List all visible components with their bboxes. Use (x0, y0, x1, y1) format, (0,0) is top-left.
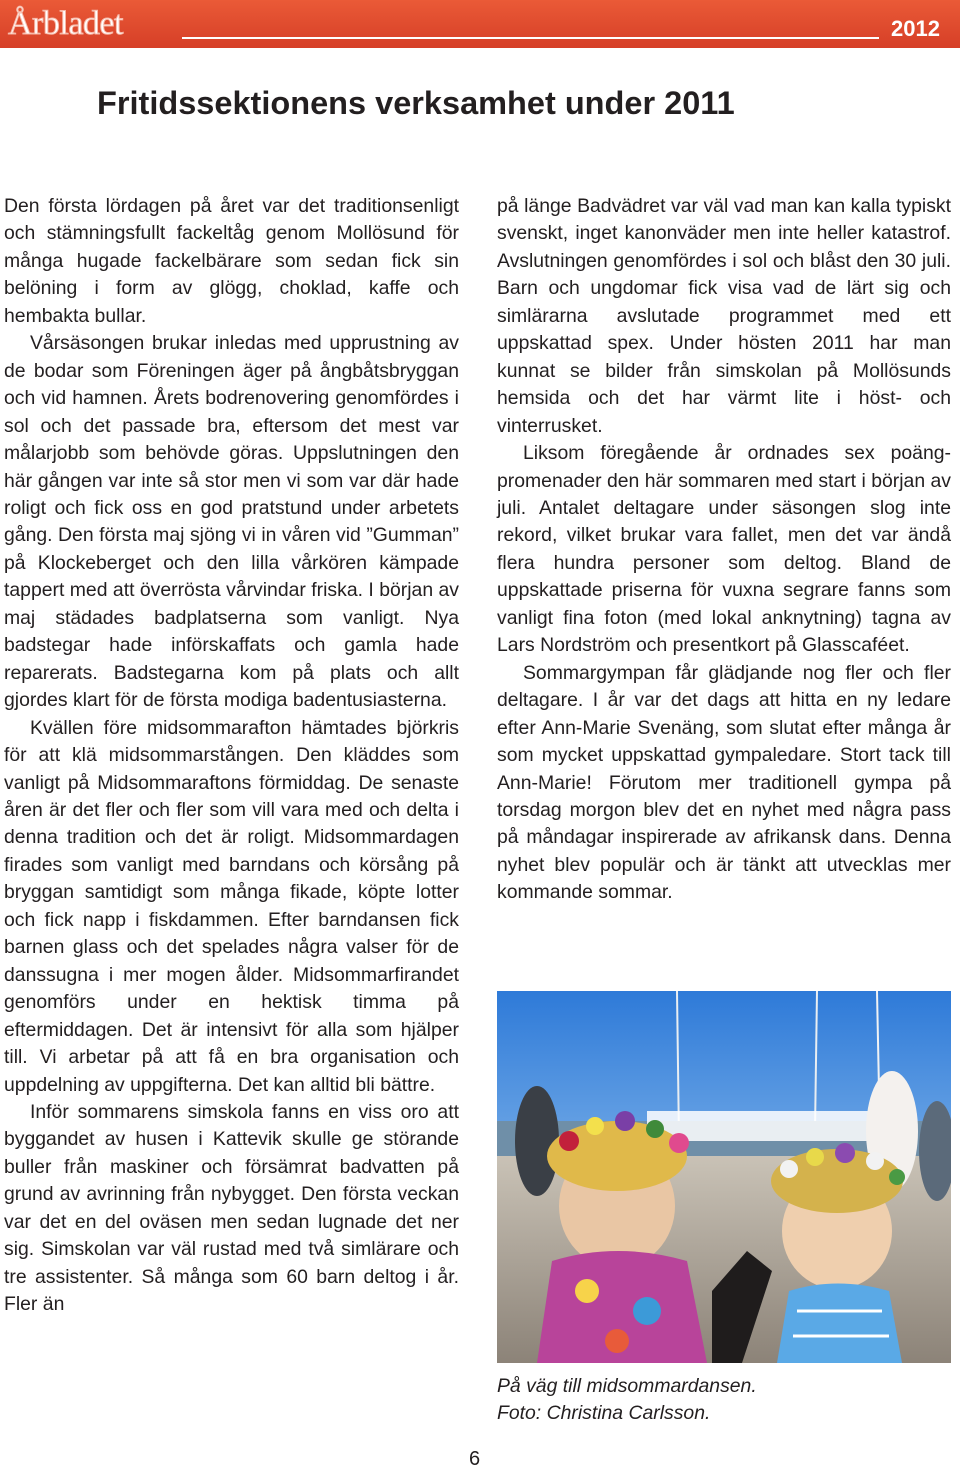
paragraph: Liksom föregående år ordnades sex poängpromenader den här sommaren med start i början av juli. Antalet deltagare under säsongen slog inte rekord, vilket brukar vara fallet, men det var ändå flera hundra personer som deltog. Bland de uppskattade priserna för vuxna segrare fanns som vanligt fina foton (med lokal anknytning) tagna av Lars Nordström och presentkort på Glasscaféet. (497, 442, 951, 657)
photo-caption (497, 1373, 757, 1427)
masthead-title: Årbladet (8, 5, 123, 42)
paragraph: Inför sommarens simskola fanns en viss oro att byggandet av husen i Kattevik skulle ge störande buller från maskiner och försämrat badvatten på grund av avrinning från nybygget. Den första veckan var det en del oväsen men sedan lugnade det ner sig. Simskolan var väl rustad med två simlärare och tre assistenter. Så många som 60 barn deltog i år. Fler än (4, 1100, 459, 1316)
masthead-rule (182, 37, 879, 39)
right-column (497, 193, 951, 907)
paragraph: Den första lördagen på året var det traditionsenligt och stämningsfullt fackeltåg genom Mollösund för många hugade fackelbärare som sedan fick sin belöning i form av glögg, choklad, kaffe och hembakta bullar. (4, 195, 459, 327)
caption-text: På väg till midsommardansen. (497, 1375, 757, 1397)
paragraph: Kvällen före midsommarafton hämtades björkris för att klä midsommarstången. Den kläddes som vanligt på Midsommaraftons förmiddag. De senaste åren är det fler och fler som vill vara med och delta i denna tradition och det är roligt. Midsommardagen firades som vanligt med barndans och körsång på bryggan samtidigt som många fikade, köpte lotter och fick napp i fiskdammen. Efter barndansen fick barnen glass och det spelades några valser för de danssugna i mer mogen ålder. Midsommarfirandet genomförs under en hektisk timma på eftermiddagen. Det är intensivt för alla som hjälper till. Vi arbetar på att få en bra organisation och uppdelning av uppgifterna. Det kan alltid bli bättre. (4, 716, 459, 1096)
photo-credit: Foto: Christina Carlsson. (497, 1402, 711, 1424)
masthead-bar (0, 0, 960, 48)
paragraph: på länge Badvädret var väl vad man kan kalla typiskt svenskt, inget kanonväder men inte heller katastrof. Avslutningen genomfördes i sol och blåst den 30 juli. Barn och ungdomar fick visa vad de lärt sig och simlärarna avslutade programmet med ett uppskattad spex. Under hösten 2011 har man kunnat se bilder från simskolan på Mollösunds hemsida och det har värmt lite i höst- och vinterrusket. (497, 195, 951, 437)
midsummer-photo (497, 991, 951, 1363)
paragraph: Sommargympan får glädjande nog fler och fler deltagare. I år var det dags att hitta en ny ledare efter Ann-Marie Svenäng, som slutat efter många år som mycket uppskattad gympaledare. Stort tack till Ann-Marie! Förutom mer traditionell gympa på torsdag morgon blev det en nyhet med några pass på måndagar inspirerade av afrikansk dans. Denna nyhet blev populär och är tänkt att utvecklas mer kommande sommar. (497, 661, 951, 904)
paragraph: Vårsäsongen brukar inledas med upprustning av de bodar som Föreningen äger på ångbåtsbryggan och vid hamnen. Årets bodrenovering genomfördes i sol och det passade bra, eftersom det mest var målarjobb som behövde göras. Uppslutningen den här gången var inte så stor men vi som var där hade roligt och fick oss en god pratstund under arbetets gång. Den första maj sjöng vi in våren vid ”Gumman” på Klockeberget och den lilla vårkören kämpade tappert med att överrösta vårvindar friska. I början av maj städades badplatserna som vanligt. Nya badstegar hade införskaffats och gamla hade reparerats. Badstegarna kom på plats och allt gjordes klart för de första modiga badentusiasterna. (4, 332, 459, 712)
issue-year: 2012 (891, 16, 940, 41)
left-column (4, 193, 459, 1319)
page-number: 6 (469, 1448, 481, 1470)
article-title: Fritidssektionens verksamhet under 2011 (97, 85, 735, 121)
